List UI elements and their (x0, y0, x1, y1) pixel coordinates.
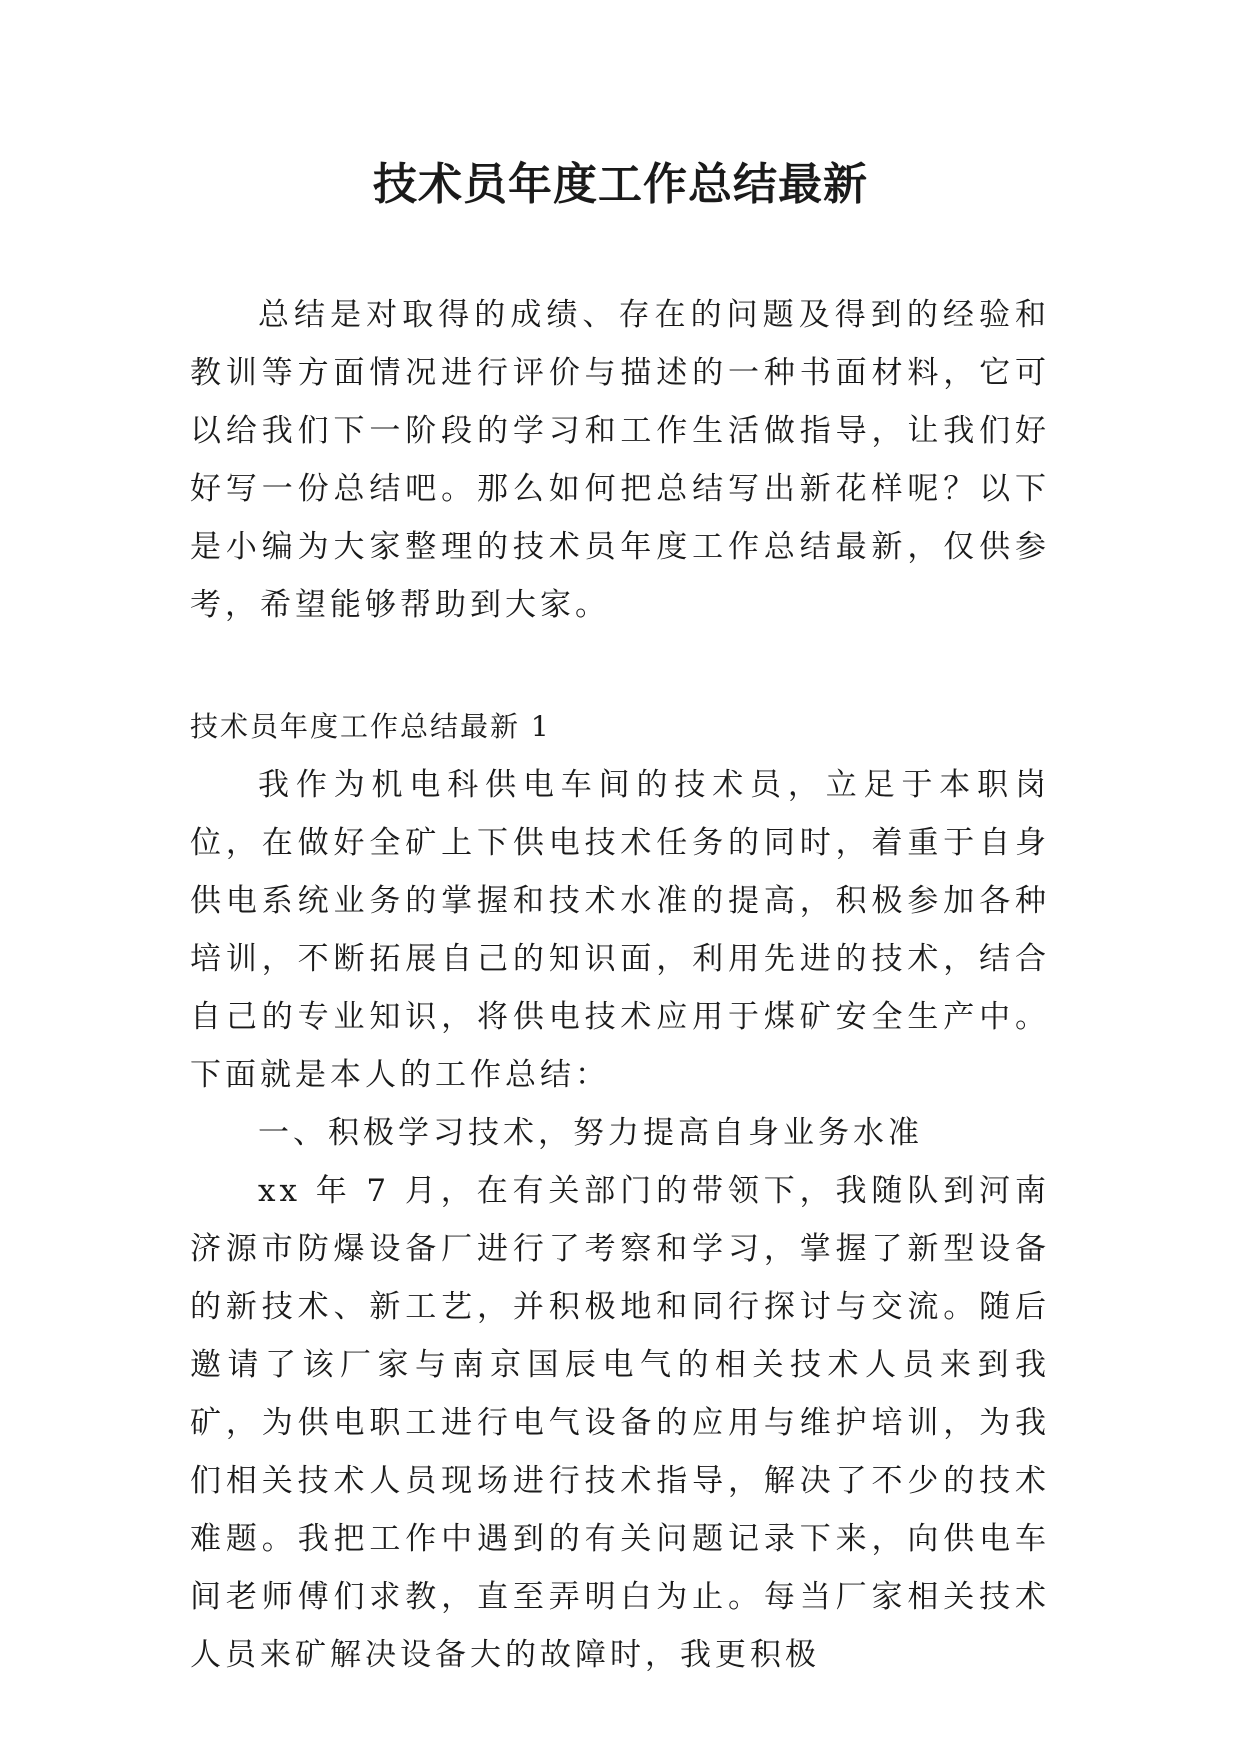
document-title: 技术员年度工作总结最新 (373, 159, 868, 210)
paragraph-3: xx 年 7 月，在有关部门的带领下，我随队到河南济源市防爆设备厂进行了考察和学习，掌握了新型设备的新技术、新工艺，并积极地和同行探讨与交流。随后邀请了该厂家与南京国辰电气的相关技术人员来到我矿，为供电职工进行电气设备的应用与维护培训，为我们相关技术人员现场进行技术指导，解决了不少的技术难题。我把工作中遇到的有关问题记录下来，向供电车间老师傅们求教，直至弄明白为止。每当厂家相关技术人员来矿解决设备大的故障时，我更积极 (190, 1173, 1050, 1673)
paragraph-2-subheading: 一、积极学习技术，努力提高自身业务水准 (258, 1115, 923, 1151)
section-content (190, 756, 1050, 1684)
paragraph-1: 我作为机电科供电车间的技术员，立足于本职岗位，在做好全矿上下供电技术任务的同时，着重于自身供电系统业务的掌握和技术水准的提高，积极参加各种培训，不断拓展自己的知识面，利用先进的技术，结合自己的专业知识，将供电技术应用于煤矿安全生产中。下面就是本人的工作总结： (190, 767, 1050, 1093)
intro-paragraph: 总结是对取得的成绩、存在的问题及得到的经验和教训等方面情况进行评价与描述的一种书面材料，它可以给我们下一阶段的学习和工作生活做指导，让我们好好写一份总结吧。那么如何把总结写出新花样呢？以下是小编为大家整理的技术员年度工作总结最新，仅供参考，希望能够帮助到大家。 (190, 297, 1050, 623)
section-heading: 技术员年度工作总结最新 1 (190, 710, 551, 743)
